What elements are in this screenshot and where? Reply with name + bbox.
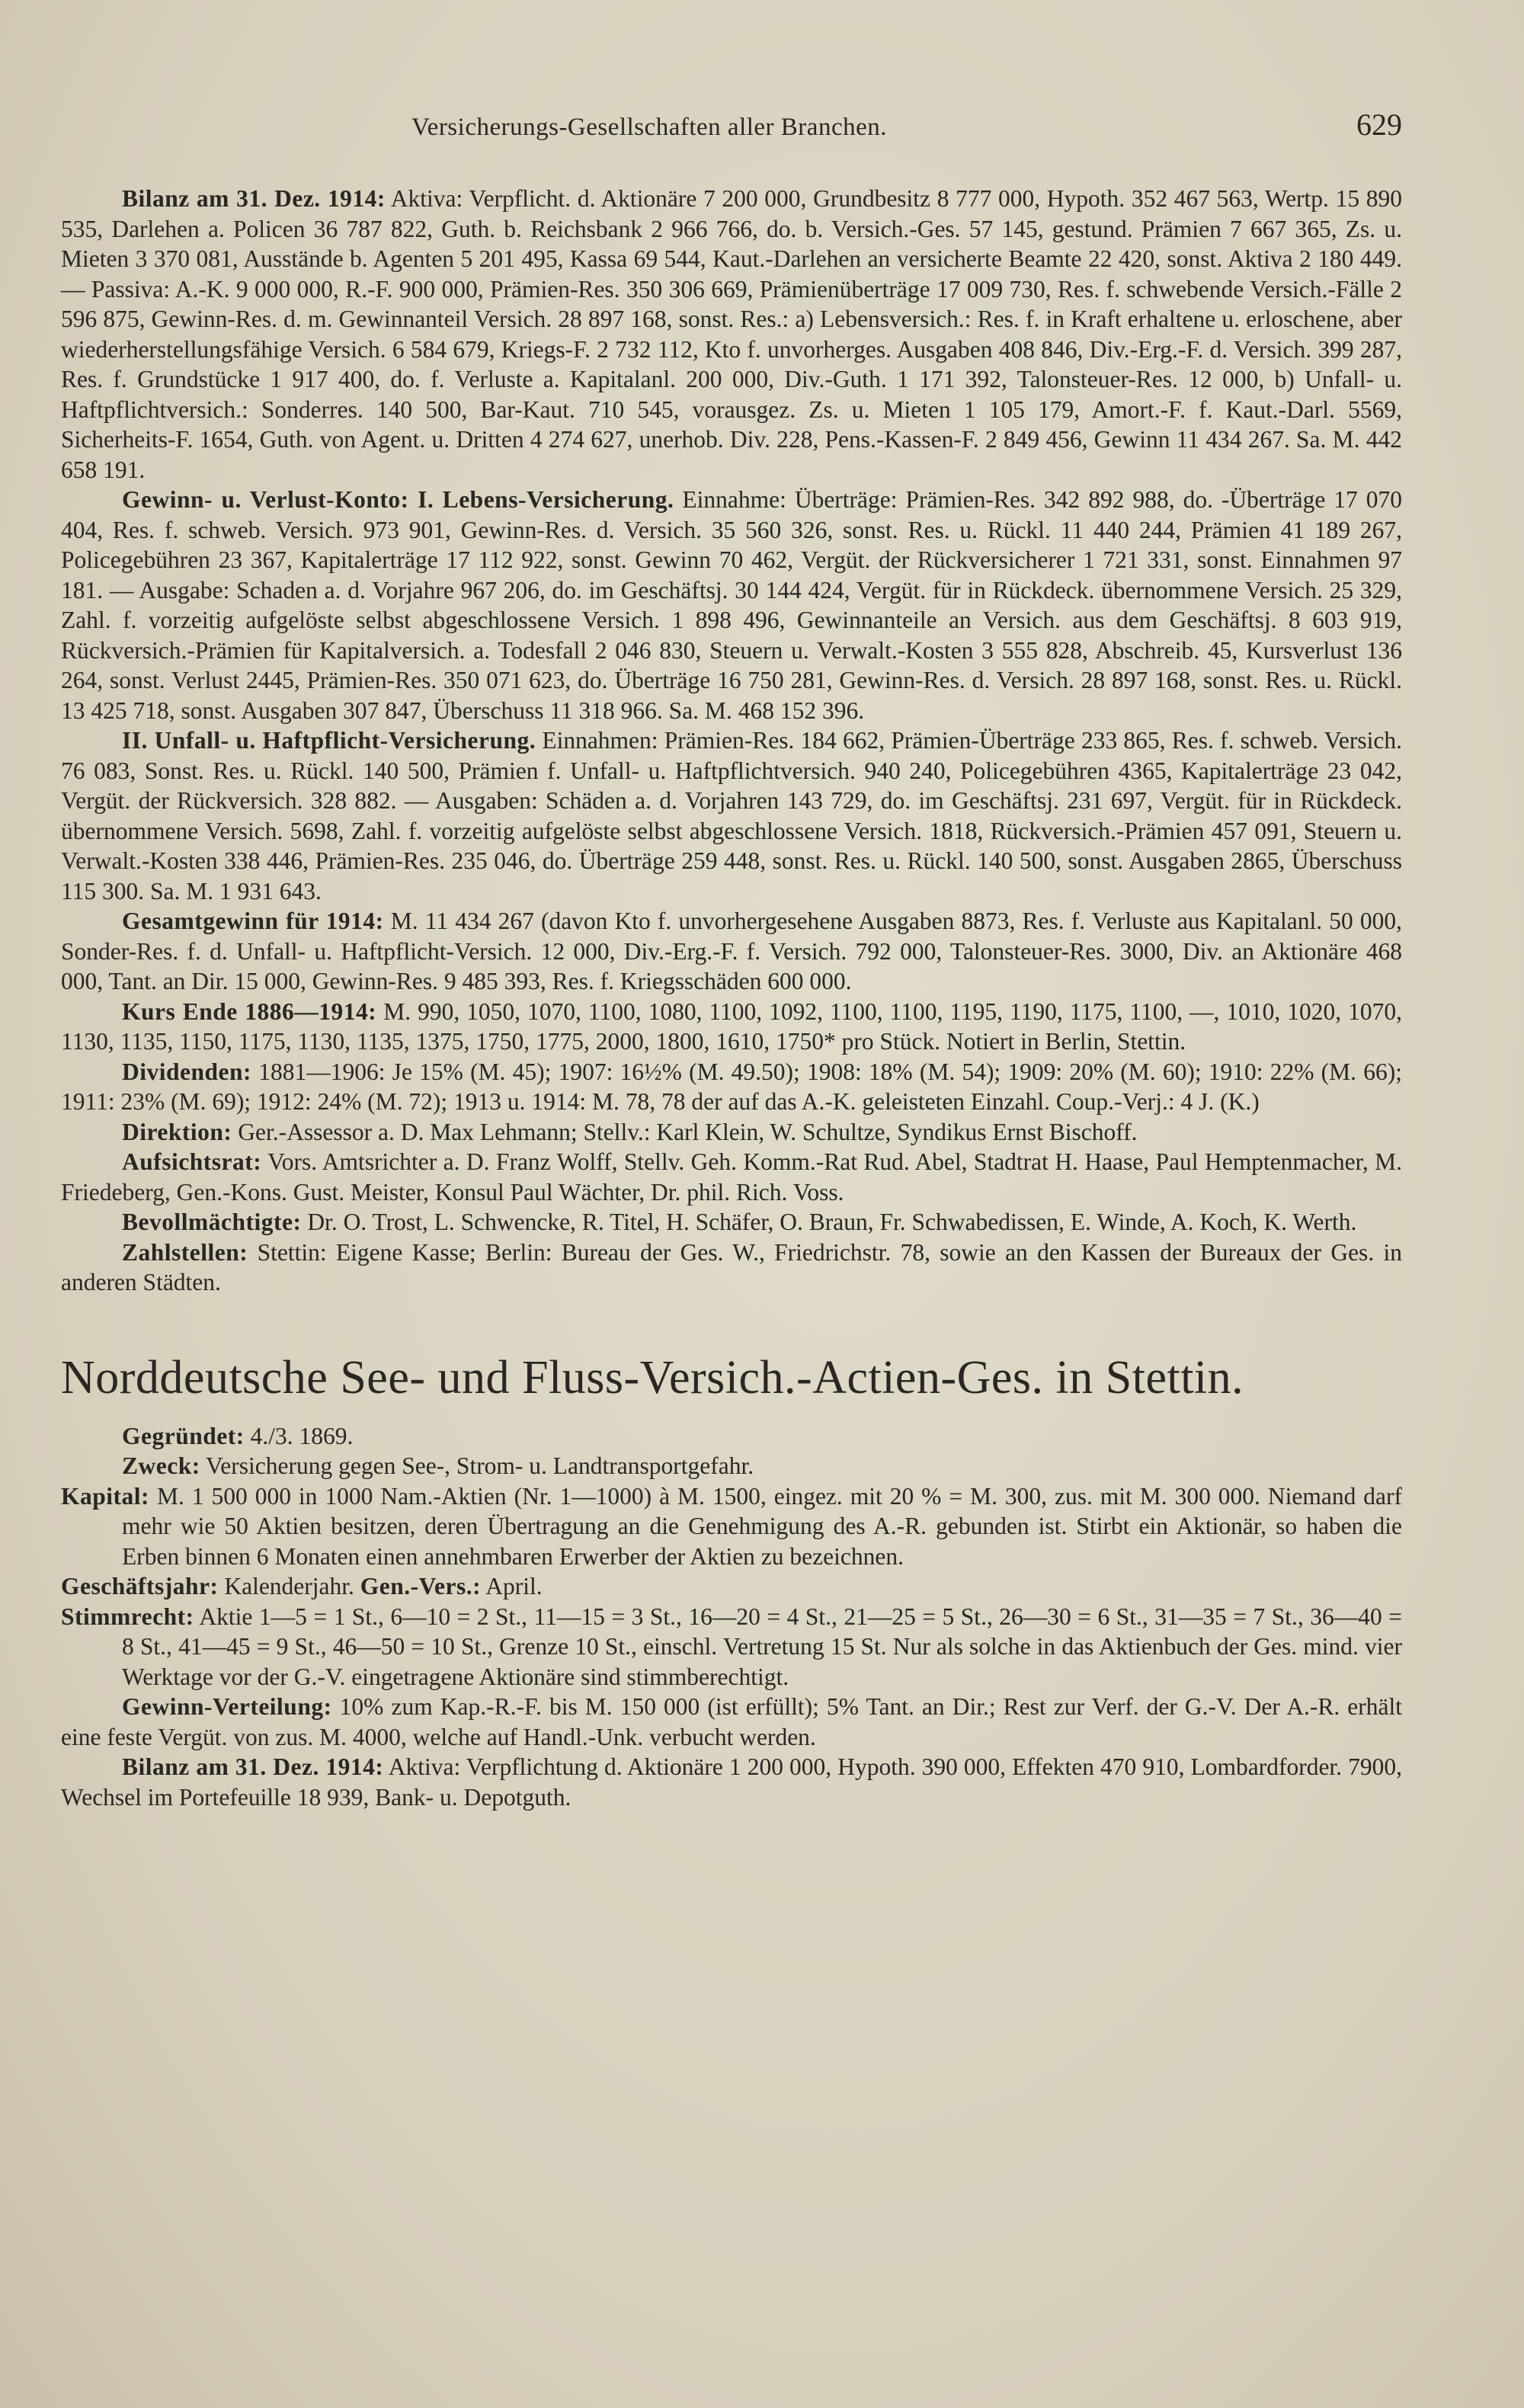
- text-stimmrecht: Aktie 1—5 = 1 St., 6—10 = 2 St., 11—15 = 3 St., 16—20 = 4 St., 21—25 = 5 St., 26—30 = 6 St., 31—35 = 7 St., 36—40 = 8 St., 41—45 = 9 St., 46—50 = 10 St., Grenze 10 St., einschl. Vertretung 15 St. Nur als solche in das Aktienbuch der Ges. mind. vier Werktage vor der G.-V. eingetragene Aktionäre sind stimmberechtigt.: [122, 1603, 1402, 1690]
- label-zahlstellen: Zahlstellen:: [122, 1238, 248, 1266]
- text-kurs: M. 990, 1050, 1070, 1100, 1080, 1100, 1092, 1100, 1100, 1195, 1190, 1175, 1100, —, 1010, 1020, 1070, 1130, 1135, 1150, 1175, 1130, 1135, 1375, 1750, 1775, 2000, 1800, 1610, 1750* pro Stück. Notiert in Berlin, Stettin.: [61, 997, 1402, 1055]
- text-gen-vers: April.: [485, 1573, 543, 1599]
- page-header: [61, 107, 1402, 142]
- paragraph-zahlstellen: [61, 1238, 1402, 1298]
- section-continued: [61, 184, 1402, 1298]
- text-bilanz-2: Aktiva: Verpflichtung d. Aktionäre 1 200 000, Hypoth. 390 000, Effekten 470 910, Lombardforder. 7900, Wechsel im Portefeuille 18 939, Bank- u. Depotguth.: [61, 1753, 1402, 1811]
- label-dividenden: Dividenden:: [122, 1058, 252, 1085]
- label-unfall: II. Unfall- u. Haftpflicht-Versicherung.: [122, 727, 536, 754]
- paragraph-dividenden: [61, 1057, 1402, 1117]
- label-gewinn-verteilung: Gewinn-Verteilung:: [122, 1693, 332, 1720]
- paragraph-gesamtgewinn: [61, 906, 1402, 997]
- paragraph-zweck: [61, 1451, 1402, 1481]
- text-direktion: Ger.-Assessor a. D. Max Lehmann; Stellv.: Karl Klein, W. Schultze, Syndikus Ernst Bischoff.: [238, 1118, 1138, 1145]
- label-stimmrecht: Stimmrecht:: [61, 1603, 194, 1630]
- company-title: Norddeutsche See- und Fluss-Versich.-Actien-Ges. in Stettin.: [61, 1351, 1244, 1404]
- label-gegruendet: Gegründet:: [122, 1422, 245, 1449]
- text-bevollmaechtigte: Dr. O. Trost, L. Schwencke, R. Titel, H. Schäfer, O. Braun, Fr. Schwabedissen, E. Winde, A. Koch, K. Werth.: [307, 1209, 1357, 1235]
- paragraph-direktion: [61, 1117, 1402, 1148]
- text-aufsichtsrat: Vors. Amtsrichter a. D. Franz Wolff, Stellv. Geh. Komm.-Rat Rud. Abel, Stadtrat H. Haase, Paul Hemptenmacher, M. Friedeberg, Gen.-Kons. Gust. Meister, Konsul Paul Wächter, Dr. phil. Rich. Voss.: [61, 1148, 1403, 1206]
- text-zweck: Versicherung gegen See-, Strom- u. Landtransportgefahr.: [206, 1452, 754, 1479]
- label-geschaeftsjahr: Geschäftsjahr:: [61, 1573, 219, 1599]
- label-bilanz-2: Bilanz am 31. Dez. 1914:: [122, 1753, 384, 1780]
- label-kurs: Kurs Ende 1886—1914:: [122, 997, 377, 1025]
- paragraph-gewinn-verlust: [61, 485, 1402, 725]
- running-head: Versicherungs-Gesellschaften aller Branchen.: [411, 114, 887, 141]
- text-geschaeftsjahr: Kalenderjahr.: [224, 1573, 354, 1599]
- label-direktion: Direktion:: [122, 1118, 232, 1145]
- label-kapital: Kapital:: [61, 1482, 150, 1510]
- paragraph-gegruendet: [61, 1421, 1402, 1452]
- text-gewinn-verteilung: 10% zum Kap.-R.-F. bis M. 150 000 (ist erfüllt); 5% Tant. an Dir.; Rest zur Verf. der G.-V. Der A.-R. erhält eine feste Vergüt. von zus. M. 4000, welche auf Handl.-Unk. verbucht werden.: [61, 1693, 1402, 1750]
- text-zahlstellen: Stettin: Eigene Kasse; Berlin: Bureau der Ges. W., Friedrichstr. 78, sowie an den Kassen der Bureaux der Ges. in anderen Städten.: [61, 1238, 1403, 1295]
- text-bilanz: Aktiva: Verpflicht. d. Aktionäre 7 200 000, Grundbesitz 8 777 000, Hypoth. 352 467 563, Wertp. 15 890 535, Darlehen a. Policen 36 787 822, Guth. b. Reichsbank 2 966 766, do. b. Versich.-Ges. 57 145, gestund. Prämien 7 667 365, Zs. u. Mieten 3 370 081, Ausstände b. Agenten 5 201 495, Kassa 69 544, Kaut.-Darlehen an versicherte Beamte 22 420, sonst. Aktiva 2 180 449. — Passiva: A.-K. 9 000 000, R.-F. 900 000, Prämien-Res. 350 306 669, Prämienüberträge 17 009 730, Res. f. schwebende Versich.-Fälle 2 596 875, Gewinn-Res. d. m. Gewinnanteil Versich. 28 897 168, sonst. Res.: a) Lebensversich.: Res. f. in Kraft erhaltene u. erloschene, aber wiederherstellungsfähige Versich. 6 584 679, Kriegs-F. 2 732 112, Kto f. unvorherges. Ausgaben 408 846, Div.-Erg.-F. d. Versich. 399 287, Res. f. Grundstücke 1 917 400, do. f. Verluste a. Kapitalanl. 200 000, Div.-Guth. 1 171 392, Talonsteuer-Res. 12 000, b) Unfall- u. Haftpflichtversich.: Sonderres. 140 500, Bar-Kaut. 710 545, vorausgez. Zs. u. Mieten 1 105 179, Amort.-F. f. Kaut.-Darl. 5569, Sicherheits-F. 1654, Guth. von Agent. u. Dritten 4 274 627, unerhob. Div. 228, Pens.-Kassen-F. 2 849 456, Gewinn 11 434 267. Sa. M. 442 658 191.: [61, 185, 1402, 483]
- label-bevollmaechtigte: Bevollmächtigte:: [122, 1209, 302, 1235]
- paragraph-kapital: [61, 1481, 1402, 1572]
- text-gesamtgewinn: M. 11 434 267 (davon Kto f. unvorhergesehene Ausgaben 8873, Res. f. Verluste aus Kapitalanl. 50 000, Sonder-Res. f. d. Unfall- u. Haftpflicht-Versich. 12 000, Div.-Erg.-F. f. Versich. 792 000, Talonsteuer-Res. 3000, Div. an Aktionäre 468 000, Tant. an Dir. 15 000, Gewinn-Res. 9 485 393, Res. f. Kriegsschäden 600 000.: [61, 908, 1402, 994]
- label-bilanz: Bilanz am 31. Dez. 1914:: [122, 185, 386, 212]
- text-gewinn-verlust: Einnahme: Überträge: Prämien-Res. 342 892 988, do. -Überträge 17 070 404, Res. f. schweb. Versich. 973 901, Gewinn-Res. d. Versich. 35 560 326, sonst. Res. u. Rückl. 11 440 244, Prämien 41 189 267, Policegebühren 23 367, Kapitalerträge 17 112 922, sonst. Gewinn 70 462, Vergüt. der Rückversicherer 1 721 331, sonst. Einnahmen 97 181. — Ausgabe: Schaden a. d. Vorjahre 967 206, do. im Geschäftsj. 30 144 424, Vergüt. für in Rückdeck. übernommene Versich. 25 329, Zahl. f. vorzeitig aufgelöste selbst abgeschlossene Versich. 1 898 496, Gewinnanteile an Versich. aus dem Geschäftsj. 8 603 919, Rückversich.-Prämien für Kapitalversich. a. Todesfall 2 046 830, Steuern u. Verwalt.-Kosten 3 555 828, Abschreib. 45, Kursverlust 136 264, sonst. Verlust 2445, Prämien-Res. 350 071 623, do. Überträge 16 750 281, Gewinn-Res. d. Versich. 28 897 168, sonst. Res. u. Rückl. 13 425 718, sonst. Ausgaben 307 847, Überschuss 11 318 966. Sa. M. 468 152 396.: [61, 486, 1403, 724]
- paragraph-bilanz-2: [61, 1752, 1402, 1812]
- paragraph-kurs: [61, 997, 1402, 1057]
- text-unfall: Einnahmen: Prämien-Res. 184 662, Prämien-Überträge 233 865, Res. f. schweb. Versich. 76 083, Sonst. Res. u. Rückl. 140 500, Prämien f. Unfall- u. Haftpflichtversich. 940 240, Policegebühren 4365, Kapitalerträge 23 042, Vergüt. der Rückversich. 328 882. — Ausgaben: Schäden a. d. Vorjahren 143 729, do. im Geschäftsj. 231 697, Vergüt. für in Rückdeck. übernommene Versich. 5698, Zahl. f. vorzeitig aufgelöste selbst abgeschlossene Versich. 1818, Rückversich.-Prämien 457 091, Steuern u. Verwalt.-Kosten 338 446, Prämien-Res. 235 046, do. Überträge 259 448, sonst. Res. u. Rückl. 140 500, sonst. Ausgaben 2865, Überschuss 115 300. Sa. M. 1 931 643.: [61, 727, 1403, 905]
- label-gen-vers: Gen.-Vers.:: [360, 1573, 482, 1599]
- label-gewinn-verlust: Gewinn- u. Verlust-Konto: I. Lebens-Versicherung.: [122, 486, 674, 513]
- paragraph-gewinn-verteilung: [61, 1692, 1402, 1752]
- text-kapital: M. 1 500 000 in 1000 Nam.-Aktien (Nr. 1—1000) à M. 1500, eingez. mit 20 % = M. 300, zus. mit M. 300 000. Niemand darf mehr wie 50 Aktien besitzen, deren Übertragung an die Genehmigung des A.-R. gebunden ist. Stirbt ein Aktionär, so haben die Erben binnen 6 Monaten einen annehmbaren Erwerber der Aktien zu bezeichnen.: [122, 1482, 1402, 1570]
- label-zweck: Zweck:: [122, 1452, 200, 1479]
- paragraph-aufsichtsrat: [61, 1147, 1402, 1207]
- label-aufsichtsrat: Aufsichtsrat:: [122, 1148, 262, 1175]
- paragraph-geschaeftsjahr: [61, 1571, 1402, 1602]
- paragraph-bevollmaechtigte: [61, 1207, 1402, 1238]
- label-gesamtgewinn: Gesamtgewinn für 1914:: [122, 908, 384, 934]
- section-norddeutsche: [61, 1421, 1402, 1813]
- page-number: 629: [1356, 107, 1402, 142]
- text-gegruendet: 4./3. 1869.: [250, 1422, 354, 1449]
- paragraph-stimmrecht: [61, 1602, 1402, 1692]
- text-dividenden: 1881—1906: Je 15% (M. 45); 1907: 16½% (M. 49.50); 1908: 18% (M. 54); 1909: 20% (M. 60); 1910: 22% (M. 66); 1911: 23% (M. 69); 1912: 24% (M. 72); 1913 u. 1914: M. 78, 78 der auf das A.-K. geleisteten Einzahl. Coup.-Verj.: 4 J. (K.): [61, 1058, 1402, 1115]
- paragraph-bilanz: [61, 184, 1402, 485]
- paragraph-unfall: [61, 725, 1402, 906]
